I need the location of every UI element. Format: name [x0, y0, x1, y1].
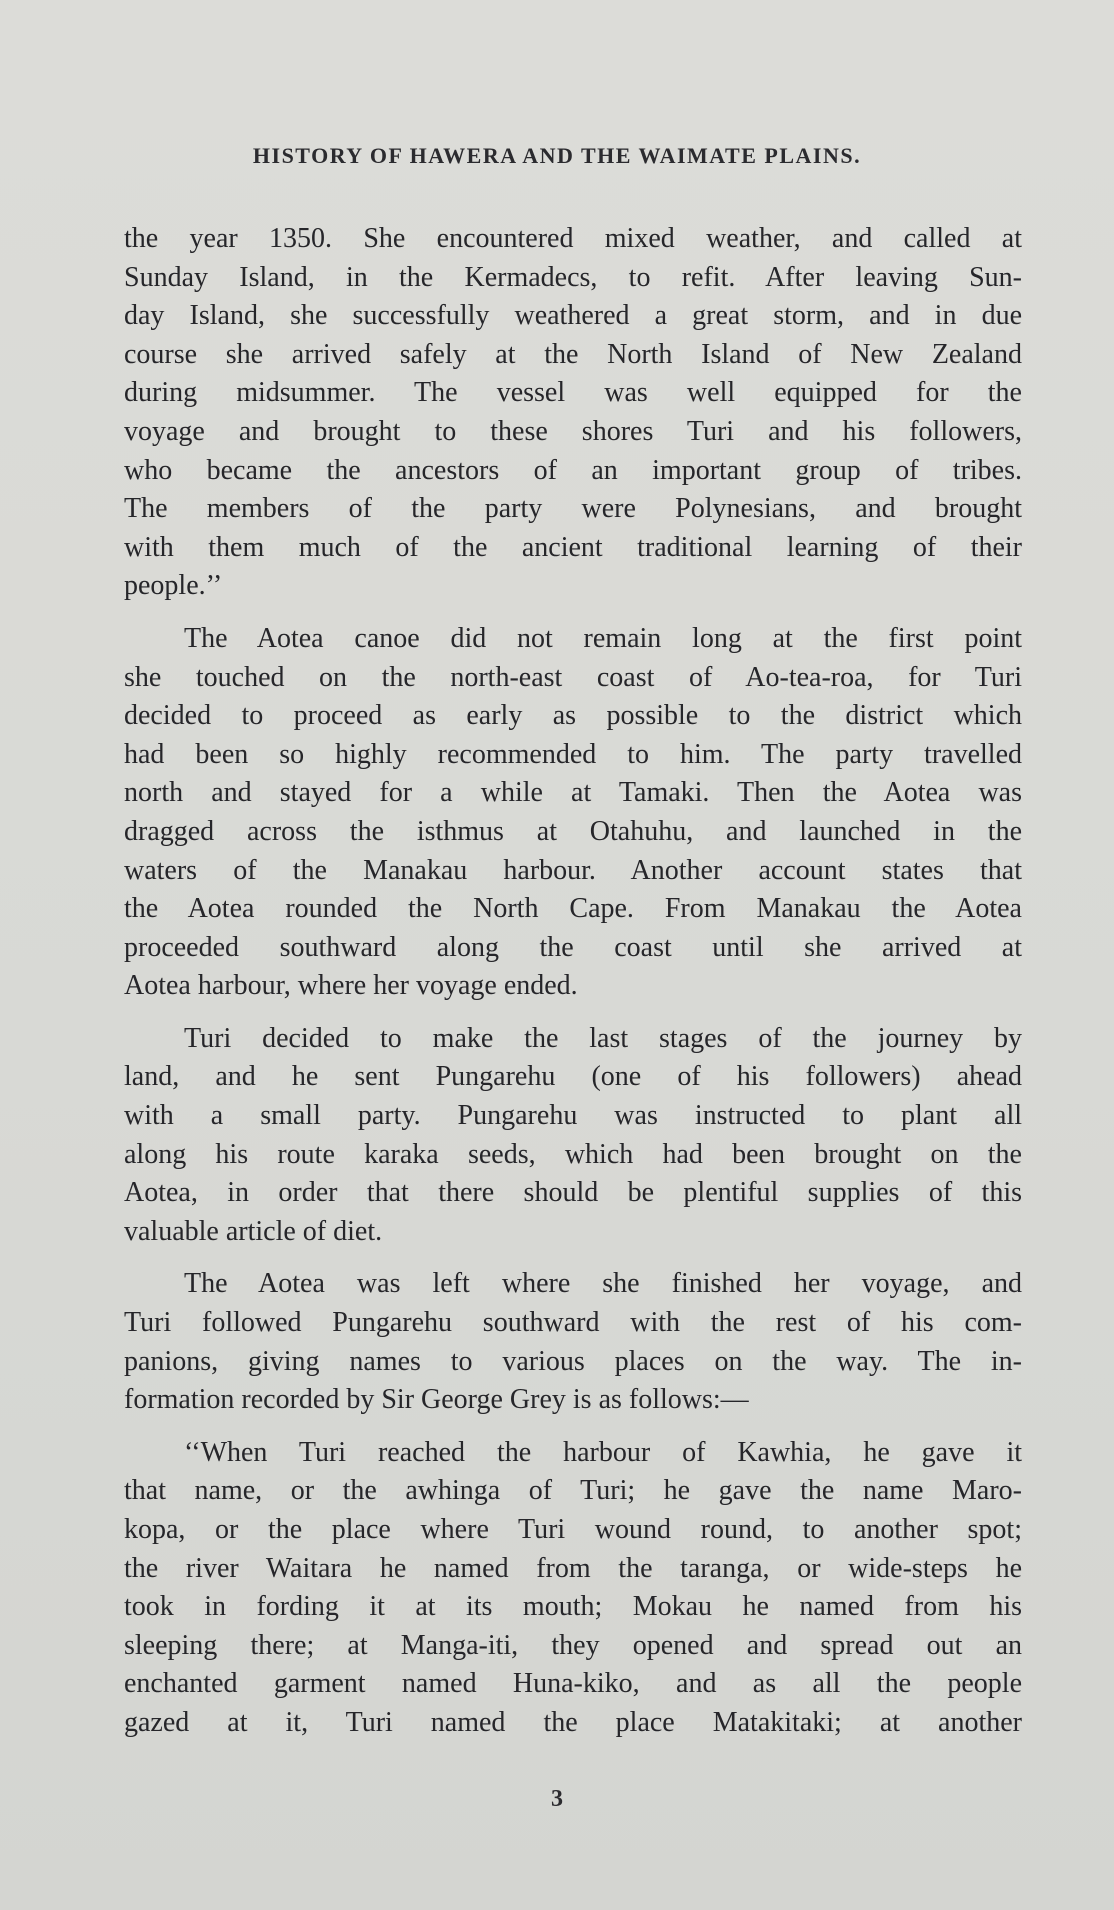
text-line: day Island, she successfully weathered a great storm, and in due	[124, 300, 1022, 332]
text-line: proceeded southward along the coast until she arrived at	[124, 931, 1022, 963]
paragraph	[124, 1265, 1022, 1419]
text-line: that name, or the awhinga of Turi; he gave the name Maro-	[124, 1475, 1022, 1507]
text-line: sleeping there; at Manga-iti, they opened and spread out an	[124, 1629, 1022, 1661]
text-line: Turi followed Pungarehu southward with the rest of his com-	[124, 1307, 1022, 1339]
text-line: with a small party. Pungarehu was instructed to plant all	[124, 1100, 1022, 1132]
text-line: people.’’	[124, 570, 223, 602]
text-line: gazed at it, Turi named the place Matakitaki; at another	[124, 1706, 1022, 1738]
paragraph	[124, 220, 1022, 606]
text-line: valuable article of diet.	[124, 1215, 383, 1247]
text-line: panions, giving names to various places on the way. The in-	[124, 1345, 1022, 1377]
text-line: along his route karaka seeds, which had been brought on the	[124, 1138, 1022, 1170]
body-text	[124, 220, 1022, 1757]
text-line: The Aotea canoe did not remain long at the first point	[184, 622, 1022, 654]
text-line: with them much of the ancient traditional learning of their	[124, 531, 1022, 563]
running-header: HISTORY OF HAWERA AND THE WAIMATE PLAINS.	[252, 143, 862, 168]
text-line: Sunday Island, in the Kermadecs, to refit. After leaving Sun-	[124, 261, 1022, 293]
text-line: formation recorded by Sir George Grey is as follows:—	[124, 1384, 749, 1416]
text-line: voyage and brought to these shores Turi and his followers,	[124, 415, 1022, 447]
text-line: decided to proceed as early as possible to the district which	[124, 700, 1022, 732]
text-line: Aotea harbour, where her voyage ended.	[124, 970, 578, 1002]
paragraph	[124, 620, 1022, 1006]
text-line: The members of the party were Polynesians, and brought	[124, 493, 1022, 525]
text-line: the Aotea rounded the North Cape. From Manakau the Aotea	[124, 893, 1022, 925]
text-line: dragged across the isthmus at Otahuhu, and launched in the	[124, 815, 1022, 847]
text-line: Turi decided to make the last stages of the journey by	[184, 1022, 1022, 1054]
text-line: kopa, or the place where Turi wound round, to another spot;	[124, 1514, 1022, 1545]
page-number: 3	[551, 1786, 563, 1812]
paragraph	[124, 1020, 1022, 1252]
text-line: land, and he sent Pungarehu (one of his followers) ahead	[124, 1061, 1022, 1093]
text-line: Aotea, in order that there should be plentiful supplies of this	[124, 1177, 1022, 1209]
text-line: who became the ancestors of an important group of tribes.	[124, 454, 1022, 486]
text-line: she touched on the north-east coast of Ao-tea-roa, for Turi	[124, 661, 1022, 693]
text-line: course she arrived safely at the North Island of New Zealand	[124, 338, 1022, 370]
text-line: ‘‘When Turi reached the harbour of Kawhia, he gave it	[184, 1436, 1022, 1468]
text-line: waters of the Manakau harbour. Another account states that	[124, 854, 1022, 886]
text-line: during midsummer. The vessel was well equipped for the	[124, 377, 1022, 409]
text-line: the river Waitara he named from the taranga, or wide-steps he	[124, 1552, 1022, 1584]
text-line: enchanted garment named Huna-kiko, and as all the people	[124, 1668, 1022, 1700]
paragraph	[124, 1434, 1022, 1743]
text-line: The Aotea was left where she finished her voyage, and	[184, 1268, 1022, 1300]
text-line: the year 1350. She encountered mixed weather, and called at	[124, 223, 1022, 254]
text-line: had been so highly recommended to him. The party travelled	[124, 738, 1022, 770]
text-line: took in fording it at its mouth; Mokau he named from his	[124, 1591, 1022, 1623]
text-line: north and stayed for a while at Tamaki. Then the Aotea was	[124, 777, 1022, 809]
